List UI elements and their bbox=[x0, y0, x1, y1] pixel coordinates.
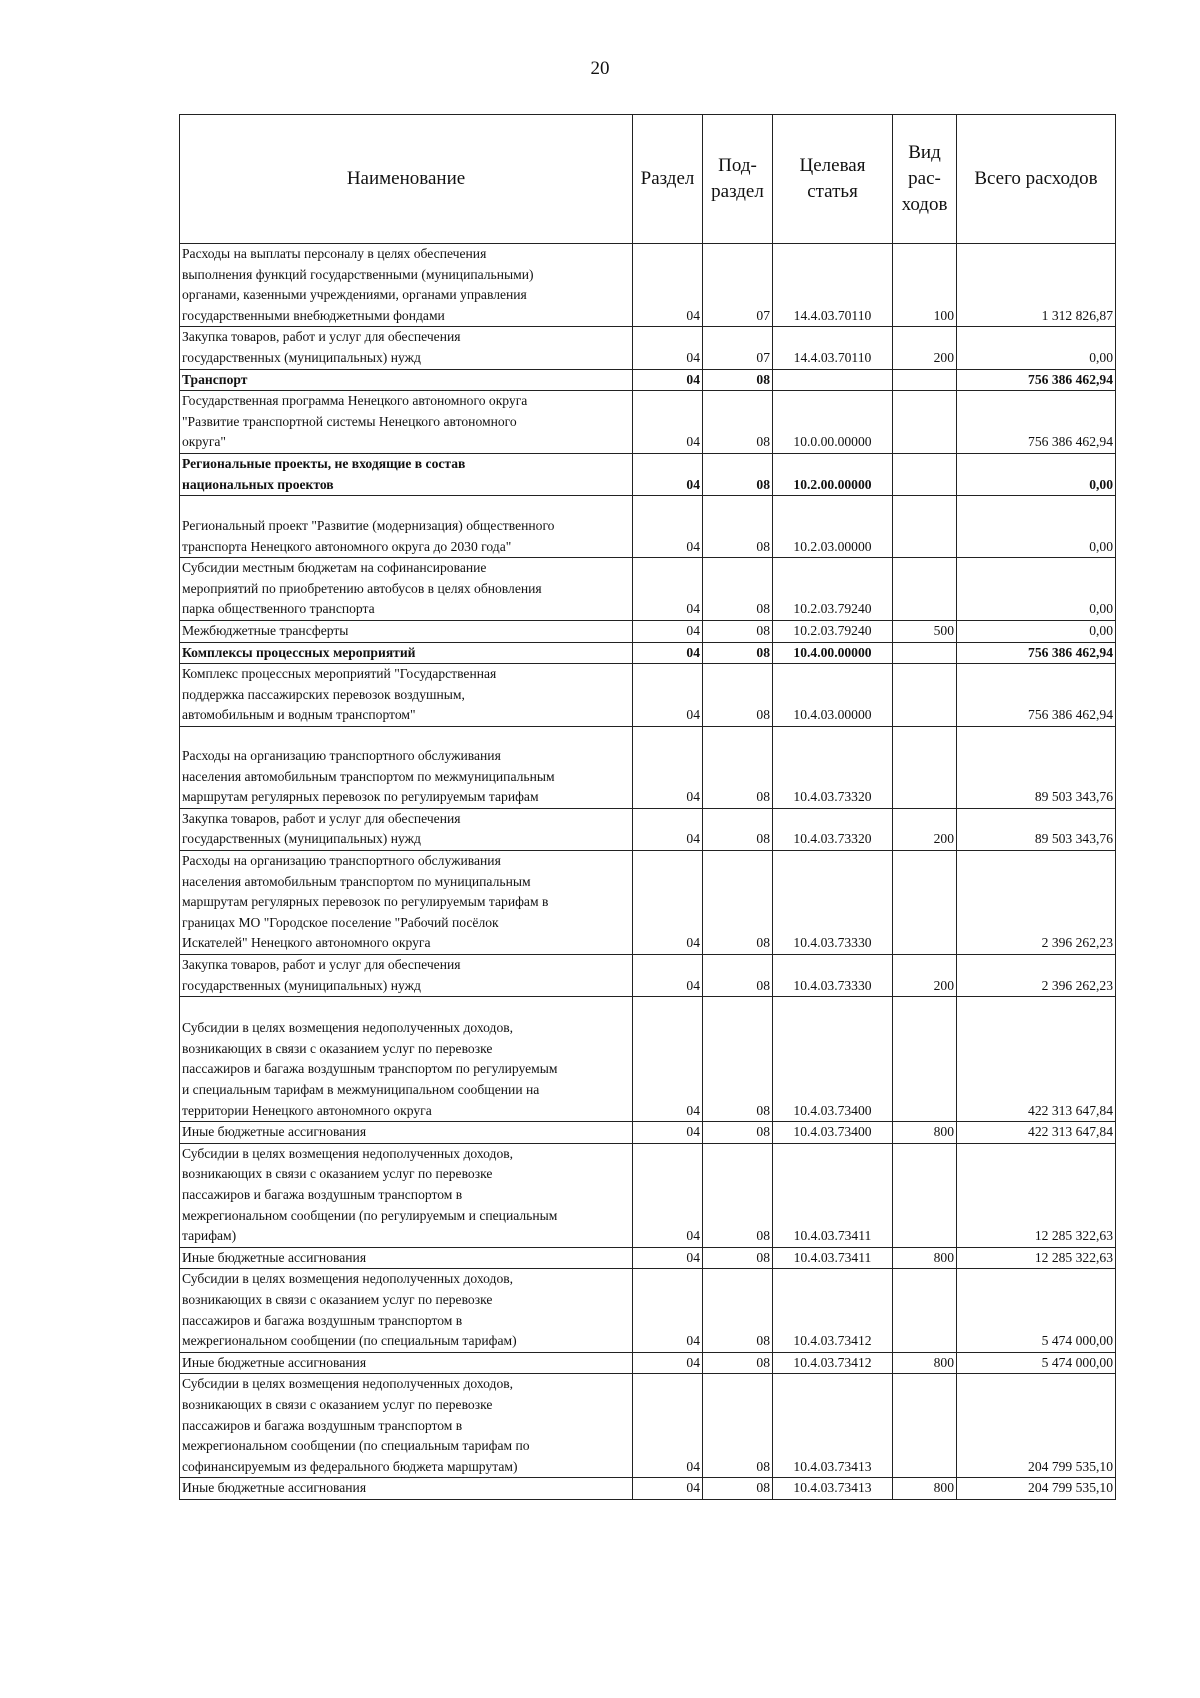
budget-table bbox=[179, 114, 1116, 1500]
cell-subsection: 08 bbox=[703, 1478, 773, 1500]
cell-name: Межбюджетные трансферты bbox=[180, 620, 633, 642]
cell-expense-type bbox=[893, 1143, 957, 1247]
table-row bbox=[180, 1143, 1116, 1247]
cell-expense-type: 800 bbox=[893, 1247, 957, 1269]
cell-total: 204 799 535,10 bbox=[957, 1478, 1116, 1500]
cell-subsection: 08 bbox=[703, 726, 773, 808]
cell-target-article: 10.0.00.00000 bbox=[773, 391, 893, 454]
cell-target-article: 10.4.03.73412 bbox=[773, 1269, 893, 1352]
cell-total: 5 474 000,00 bbox=[957, 1269, 1116, 1352]
cell-section: 04 bbox=[633, 558, 703, 621]
table-row bbox=[180, 808, 1116, 850]
table-row bbox=[180, 1247, 1116, 1269]
table-row bbox=[180, 453, 1116, 495]
cell-section: 04 bbox=[633, 851, 703, 955]
cell-target-article: 10.2.03.79240 bbox=[773, 558, 893, 621]
cell-name: Субсидии в целях возмещения недополученных доходов, возникающих в связи с оказанием услуг по перевозке пассажиров и багажа воздушным транспортом в межрегиональном сообщении (по регулируемым и специальным тарифам) bbox=[180, 1143, 633, 1247]
cell-section: 04 bbox=[633, 369, 703, 391]
cell-expense-type bbox=[893, 496, 957, 558]
cell-name: Иные бюджетные ассигнования bbox=[180, 1247, 633, 1269]
cell-section: 04 bbox=[633, 496, 703, 558]
cell-subsection: 08 bbox=[703, 851, 773, 955]
cell-section: 04 bbox=[633, 1122, 703, 1144]
header-target-article: Целевая статья bbox=[773, 115, 893, 244]
cell-expense-type: 100 bbox=[893, 244, 957, 327]
table-row bbox=[180, 726, 1116, 808]
cell-subsection: 08 bbox=[703, 369, 773, 391]
cell-expense-type bbox=[893, 558, 957, 621]
cell-total: 756 386 462,94 bbox=[957, 642, 1116, 664]
table-row bbox=[180, 327, 1116, 369]
cell-subsection: 08 bbox=[703, 1269, 773, 1352]
cell-target-article: 10.4.03.73400 bbox=[773, 997, 893, 1122]
cell-name: Субсидии в целях возмещения недополученных доходов, возникающих в связи с оказанием услуг по перевозке пассажиров и багажа воздушным транспортом в межрегиональном сообщении (по специальным тарифам) bbox=[180, 1269, 633, 1352]
cell-section: 04 bbox=[633, 642, 703, 664]
cell-target-article: 10.4.03.73413 bbox=[773, 1478, 893, 1500]
cell-subsection: 08 bbox=[703, 997, 773, 1122]
cell-name: Иные бюджетные ассигнования bbox=[180, 1122, 633, 1144]
cell-subsection: 08 bbox=[703, 642, 773, 664]
cell-total: 756 386 462,94 bbox=[957, 369, 1116, 391]
header-expense-type: Вид рас- ходов bbox=[893, 115, 957, 244]
cell-total: 0,00 bbox=[957, 558, 1116, 621]
cell-target-article: 10.4.03.00000 bbox=[773, 664, 893, 727]
cell-total: 0,00 bbox=[957, 327, 1116, 369]
cell-target-article: 10.4.03.73320 bbox=[773, 726, 893, 808]
cell-subsection: 08 bbox=[703, 955, 773, 997]
table-row bbox=[180, 244, 1116, 327]
cell-target-article: 14.4.03.70110 bbox=[773, 244, 893, 327]
cell-name: Иные бюджетные ассигнования bbox=[180, 1352, 633, 1374]
cell-subsection: 08 bbox=[703, 1143, 773, 1247]
header-row bbox=[180, 115, 1116, 244]
cell-name: Расходы на выплаты персоналу в целях обеспечения выполнения функций государственными (муниципальными) органами, казенными учреждениями, органами управления государственными внебюджетными фондами bbox=[180, 244, 633, 327]
cell-expense-type bbox=[893, 642, 957, 664]
table-row bbox=[180, 1122, 1116, 1144]
cell-target-article: 10.4.03.73412 bbox=[773, 1352, 893, 1374]
table-row bbox=[180, 642, 1116, 664]
cell-target-article: 10.4.03.73411 bbox=[773, 1247, 893, 1269]
cell-target-article: 10.4.03.73413 bbox=[773, 1374, 893, 1478]
cell-section: 04 bbox=[633, 327, 703, 369]
cell-name: Закупка товаров, работ и услуг для обеспечения государственных (муниципальных) нужд bbox=[180, 808, 633, 850]
cell-total: 89 503 343,76 bbox=[957, 808, 1116, 850]
table-row bbox=[180, 851, 1116, 955]
cell-expense-type bbox=[893, 391, 957, 454]
cell-total: 756 386 462,94 bbox=[957, 391, 1116, 454]
cell-section: 04 bbox=[633, 1143, 703, 1247]
cell-section: 04 bbox=[633, 997, 703, 1122]
cell-target-article: 10.4.03.73330 bbox=[773, 955, 893, 997]
cell-subsection: 08 bbox=[703, 1247, 773, 1269]
table-row bbox=[180, 664, 1116, 727]
cell-section: 04 bbox=[633, 664, 703, 727]
cell-target-article: 14.4.03.70110 bbox=[773, 327, 893, 369]
cell-total: 756 386 462,94 bbox=[957, 664, 1116, 727]
table-row bbox=[180, 997, 1116, 1122]
cell-total: 1 312 826,87 bbox=[957, 244, 1116, 327]
cell-total: 0,00 bbox=[957, 620, 1116, 642]
cell-subsection: 08 bbox=[703, 1122, 773, 1144]
table-row bbox=[180, 369, 1116, 391]
header-name: Наименование bbox=[180, 115, 633, 244]
cell-section: 04 bbox=[633, 808, 703, 850]
cell-section: 04 bbox=[633, 1352, 703, 1374]
cell-section: 04 bbox=[633, 726, 703, 808]
cell-name: Субсидии местным бюджетам на софинансирование мероприятий по приобретению автобусов в целях обновления парка общественного транспорта bbox=[180, 558, 633, 621]
cell-name: Субсидии в целях возмещения недополученных доходов, возникающих в связи с оказанием услуг по перевозке пассажиров и багажа воздушным транспортом в межрегиональном сообщении (по специальным тарифам по софинансируемым из федерального бюджета маршрутам) bbox=[180, 1374, 633, 1478]
cell-expense-type: 200 bbox=[893, 808, 957, 850]
cell-expense-type: 200 bbox=[893, 955, 957, 997]
cell-name: Региональный проект "Развитие (модернизация) общественного транспорта Ненецкого автономного округа до 2030 года" bbox=[180, 496, 633, 558]
cell-name: Субсидии в целях возмещения недополученных доходов, возникающих в связи с оказанием услуг по перевозке пассажиров и багажа воздушным транспортом по регулируемым и специальным тарифам в межмуниципальном сообщении на территории Ненецкого автономного округа bbox=[180, 997, 633, 1122]
cell-expense-type: 800 bbox=[893, 1478, 957, 1500]
table-row bbox=[180, 620, 1116, 642]
cell-subsection: 08 bbox=[703, 453, 773, 495]
cell-name: Региональные проекты, не входящие в состав национальных проектов bbox=[180, 453, 633, 495]
cell-total: 12 285 322,63 bbox=[957, 1247, 1116, 1269]
cell-total: 422 313 647,84 bbox=[957, 1122, 1116, 1144]
cell-name: Транспорт bbox=[180, 369, 633, 391]
cell-subsection: 07 bbox=[703, 327, 773, 369]
cell-total: 204 799 535,10 bbox=[957, 1374, 1116, 1478]
cell-target-article: 10.4.03.73320 bbox=[773, 808, 893, 850]
cell-section: 04 bbox=[633, 1269, 703, 1352]
cell-section: 04 bbox=[633, 244, 703, 327]
page-number: 20 bbox=[590, 58, 610, 79]
table-row bbox=[180, 391, 1116, 454]
cell-expense-type bbox=[893, 1374, 957, 1478]
cell-name: Расходы на организацию транспортного обслуживания населения автомобильным транспортом по муниципальным маршрутам регулярных перевозок по регулируемым тарифам в границах МО "Городское поселение "Рабочий посёлок Искателей" Ненецкого автономного округа bbox=[180, 851, 633, 955]
cell-total: 89 503 343,76 bbox=[957, 726, 1116, 808]
cell-expense-type bbox=[893, 851, 957, 955]
cell-expense-type: 500 bbox=[893, 620, 957, 642]
cell-subsection: 08 bbox=[703, 664, 773, 727]
cell-subsection: 08 bbox=[703, 1374, 773, 1478]
cell-name: Государственная программа Ненецкого автономного округа "Развитие транспортной системы Ненецкого автономного округа" bbox=[180, 391, 633, 454]
cell-total: 5 474 000,00 bbox=[957, 1352, 1116, 1374]
cell-expense-type bbox=[893, 997, 957, 1122]
cell-section: 04 bbox=[633, 1374, 703, 1478]
cell-expense-type bbox=[893, 664, 957, 727]
cell-total: 2 396 262,23 bbox=[957, 851, 1116, 955]
cell-section: 04 bbox=[633, 1478, 703, 1500]
cell-subsection: 08 bbox=[703, 808, 773, 850]
cell-subsection: 08 bbox=[703, 558, 773, 621]
header-subsection: Под- раздел bbox=[703, 115, 773, 244]
table-row bbox=[180, 496, 1116, 558]
cell-target-article: 10.2.00.00000 bbox=[773, 453, 893, 495]
cell-expense-type bbox=[893, 369, 957, 391]
cell-name: Комплекс процессных мероприятий "Государственная поддержка пассажирских перевозок воздушным, автомобильным и водным транспортом" bbox=[180, 664, 633, 727]
cell-name: Иные бюджетные ассигнования bbox=[180, 1478, 633, 1500]
cell-target-article: 10.4.03.73411 bbox=[773, 1143, 893, 1247]
cell-subsection: 08 bbox=[703, 391, 773, 454]
cell-name: Закупка товаров, работ и услуг для обеспечения государственных (муниципальных) нужд bbox=[180, 955, 633, 997]
header-section: Раздел bbox=[633, 115, 703, 244]
table-row bbox=[180, 1352, 1116, 1374]
cell-target-article bbox=[773, 369, 893, 391]
cell-total: 422 313 647,84 bbox=[957, 997, 1116, 1122]
cell-section: 04 bbox=[633, 453, 703, 495]
cell-target-article: 10.4.03.73400 bbox=[773, 1122, 893, 1144]
cell-subsection: 08 bbox=[703, 620, 773, 642]
header-total: Всего расходов bbox=[957, 115, 1116, 244]
cell-expense-type bbox=[893, 1269, 957, 1352]
table-row bbox=[180, 558, 1116, 621]
table-row bbox=[180, 955, 1116, 997]
cell-total: 2 396 262,23 bbox=[957, 955, 1116, 997]
cell-expense-type: 800 bbox=[893, 1122, 957, 1144]
cell-total: 0,00 bbox=[957, 496, 1116, 558]
table-row bbox=[180, 1478, 1116, 1500]
cell-name: Закупка товаров, работ и услуг для обеспечения государственных (муниципальных) нужд bbox=[180, 327, 633, 369]
cell-total: 12 285 322,63 bbox=[957, 1143, 1116, 1247]
cell-expense-type bbox=[893, 453, 957, 495]
cell-name: Комплексы процессных мероприятий bbox=[180, 642, 633, 664]
cell-subsection: 08 bbox=[703, 1352, 773, 1374]
cell-expense-type: 200 bbox=[893, 327, 957, 369]
cell-section: 04 bbox=[633, 1247, 703, 1269]
cell-section: 04 bbox=[633, 955, 703, 997]
cell-name: Расходы на организацию транспортного обслуживания населения автомобильным транспортом по межмуниципальным маршрутам регулярных перевозок по регулируемым тарифам bbox=[180, 726, 633, 808]
cell-target-article: 10.2.03.79240 bbox=[773, 620, 893, 642]
cell-target-article: 10.4.00.00000 bbox=[773, 642, 893, 664]
cell-section: 04 bbox=[633, 391, 703, 454]
cell-section: 04 bbox=[633, 620, 703, 642]
cell-expense-type bbox=[893, 726, 957, 808]
cell-total: 0,00 bbox=[957, 453, 1116, 495]
cell-target-article: 10.4.03.73330 bbox=[773, 851, 893, 955]
cell-subsection: 07 bbox=[703, 244, 773, 327]
table-row bbox=[180, 1269, 1116, 1352]
cell-expense-type: 800 bbox=[893, 1352, 957, 1374]
cell-target-article: 10.2.03.00000 bbox=[773, 496, 893, 558]
cell-subsection: 08 bbox=[703, 496, 773, 558]
table-row bbox=[180, 1374, 1116, 1478]
